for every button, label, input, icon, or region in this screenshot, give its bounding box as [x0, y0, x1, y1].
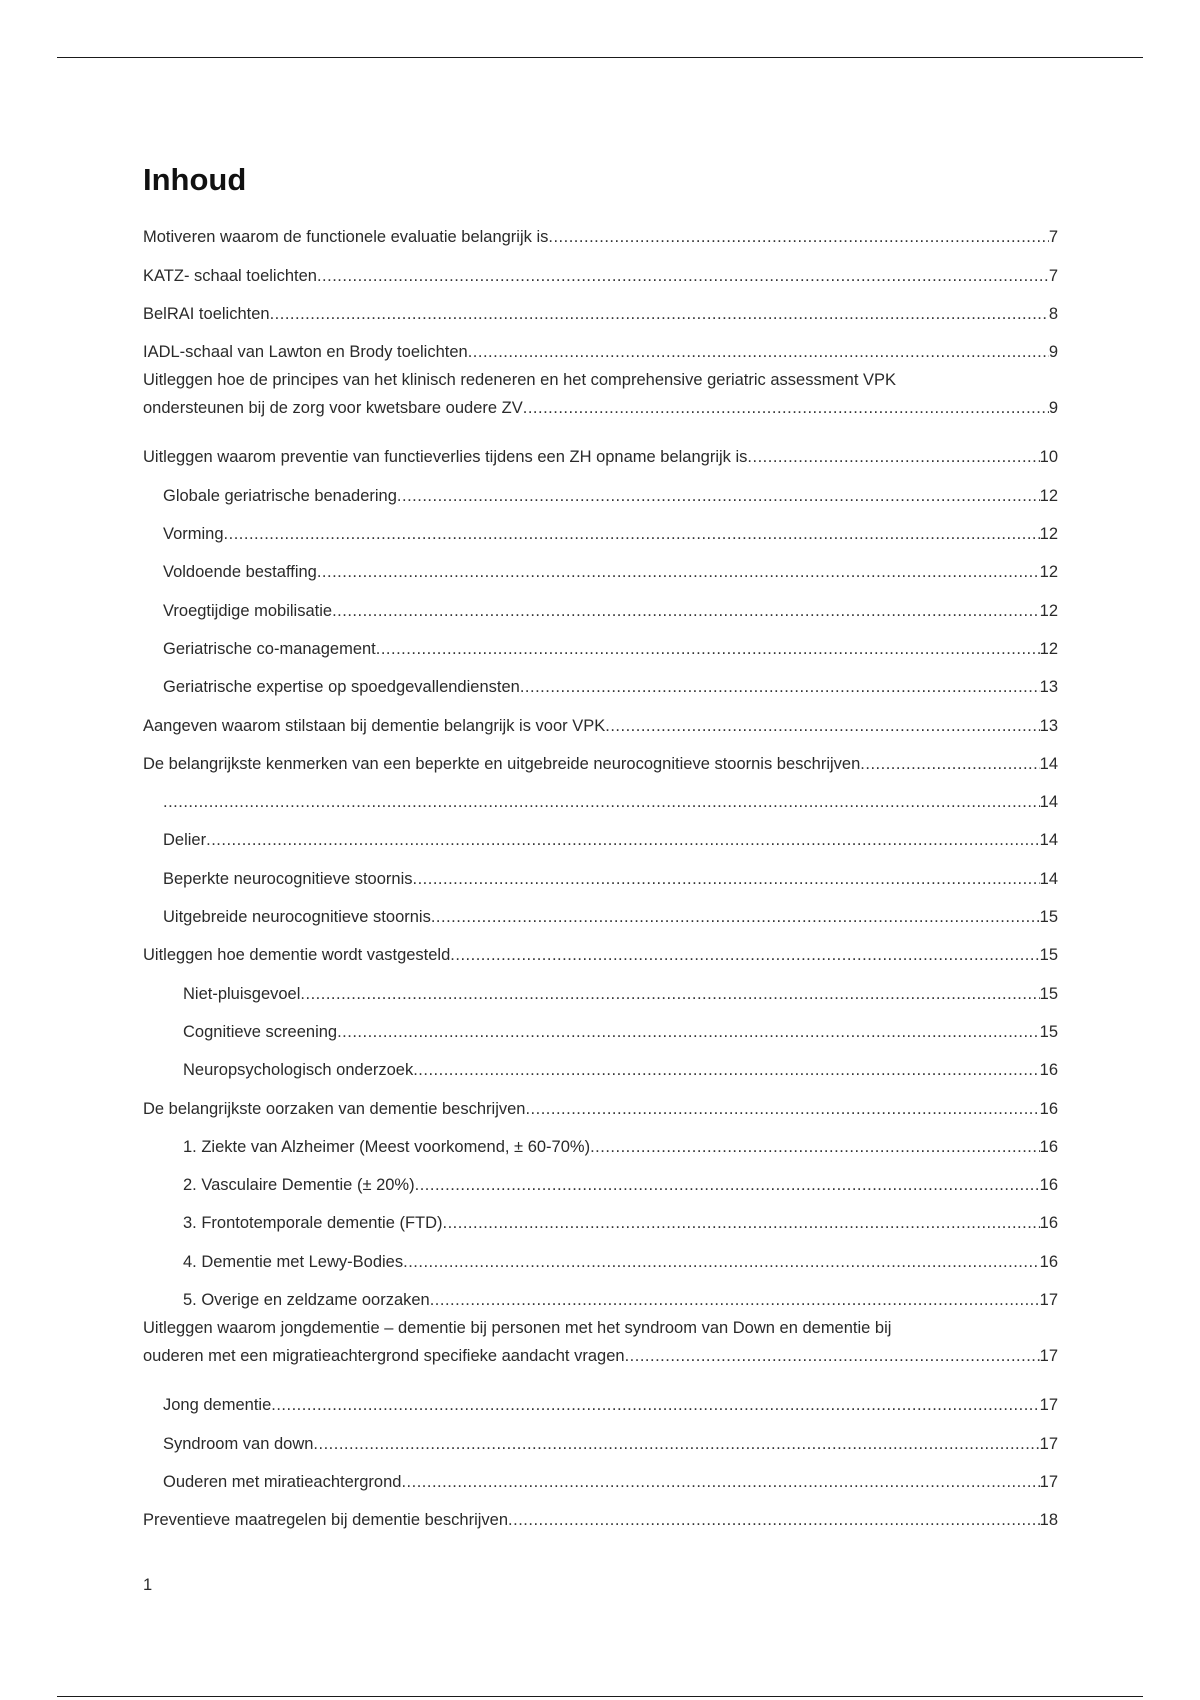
toc-entry-label: Syndroom van down — [163, 1434, 314, 1453]
toc-entry-page: 7 — [1048, 228, 1058, 247]
toc-entry[interactable] — [143, 816, 1058, 854]
toc-entry[interactable] — [143, 969, 1058, 1007]
toc-leader-dots — [860, 750, 1039, 778]
toc-entry-label: De belangrijkste oorzaken van dementie beschrijven — [143, 1099, 526, 1118]
toc-entry-page: 14 — [1039, 831, 1058, 850]
toc-entry[interactable] — [143, 701, 1058, 739]
toc-leader-dots — [376, 635, 1040, 663]
toc-entry[interactable] — [143, 548, 1058, 586]
toc-leader-dots — [337, 1018, 1040, 1046]
toc-title: Inhoud — [143, 162, 247, 197]
toc-entry-page: 15 — [1039, 984, 1058, 1003]
toc-entry-label: 2. Vasculaire Dementie (± 20%) — [183, 1176, 415, 1195]
toc-leader-dots — [431, 903, 1040, 931]
toc-entry-label: Cognitieve screening — [183, 1022, 338, 1041]
toc-entry-page: 13 — [1039, 678, 1058, 697]
toc-entry[interactable] — [143, 1123, 1058, 1161]
toc-entry[interactable] — [143, 586, 1058, 624]
toc-leader-dots — [317, 262, 1049, 290]
toc-entry-page: 17 — [1039, 1434, 1058, 1453]
toc-entry[interactable] — [143, 663, 1058, 701]
toc-entry-label: Vroegtijdige mobilisatie — [163, 601, 333, 620]
toc-entry-label-line1: Uitleggen hoe de principes van het klinisch redeneren en het comprehensive geriatric assessment VPK — [143, 371, 897, 390]
table-of-contents — [143, 160, 1058, 1534]
toc-entry-label: Jong dementie — [163, 1396, 272, 1415]
toc-leader-dots — [625, 1342, 1040, 1370]
toc-entries — [143, 213, 1058, 1534]
footer-rule — [57, 1696, 1143, 1697]
toc-leader-dots — [508, 1506, 1040, 1534]
toc-leader-dots — [313, 1430, 1039, 1458]
toc-entry-page: 17 — [1039, 1347, 1058, 1366]
toc-entry-label: Preventieve maatregelen bij dementie beschrijven — [143, 1511, 509, 1530]
toc-entry[interactable] — [143, 625, 1058, 663]
toc-entry-page: 12 — [1039, 525, 1058, 544]
toc-leader-dots — [332, 597, 1040, 625]
toc-entry-line2 — [143, 1342, 1058, 1370]
toc-entry-label: BelRAI toelichten — [143, 304, 270, 323]
toc-entry-label: Uitgebreide neurocognitieve stoornis — [163, 908, 431, 927]
toc-leader-dots — [412, 865, 1039, 893]
toc-leader-dots — [525, 1095, 1039, 1123]
toc-entry-label: Uitleggen hoe dementie wordt vastgesteld — [143, 946, 451, 965]
toc-entry-page: 16 — [1039, 1214, 1058, 1233]
toc-entry[interactable] — [143, 366, 1058, 433]
toc-entry-label: 4. Dementie met Lewy-Bodies — [183, 1252, 404, 1271]
toc-entry-page: 18 — [1039, 1511, 1058, 1530]
toc-entry-page: 8 — [1048, 304, 1058, 323]
toc-entry[interactable] — [143, 1419, 1058, 1457]
toc-leader-dots — [590, 1133, 1040, 1161]
toc-entry-page: 15 — [1039, 908, 1058, 927]
toc-entry-page: 14 — [1039, 793, 1058, 812]
toc-entry-line2 — [143, 394, 1058, 422]
toc-entry-label: Neuropsychologisch onderzoek — [183, 1061, 414, 1080]
toc-entry[interactable] — [143, 1008, 1058, 1046]
toc-leader-dots — [206, 826, 1040, 854]
toc-entry-page: 17 — [1039, 1396, 1058, 1415]
toc-entry-page: 12 — [1039, 563, 1058, 582]
toc-entry-label: Voldoende bestaffing — [163, 563, 317, 582]
toc-entry-label: Vorming — [163, 525, 224, 544]
toc-entry-page: 12 — [1039, 486, 1058, 505]
toc-entry[interactable] — [143, 1381, 1058, 1419]
toc-leader-dots — [548, 223, 1048, 251]
toc-leader-dots — [450, 941, 1039, 969]
toc-leader-dots — [300, 980, 1039, 1008]
toc-entry-label: Aangeven waarom stilstaan bij dementie belangrijk is voor VPK — [143, 716, 606, 735]
toc-entry[interactable] — [143, 893, 1058, 931]
toc-entry-label: Ouderen met miratieachtergrond — [163, 1472, 402, 1491]
toc-entry-label: Geriatrische expertise op spoedgevallendiensten — [163, 678, 520, 697]
toc-entry-page: 17 — [1039, 1472, 1058, 1491]
toc-leader-dots — [468, 338, 1049, 366]
toc-entry-label: 3. Frontotemporale dementie (FTD) — [183, 1214, 443, 1233]
toc-entry-page: 15 — [1039, 946, 1058, 965]
toc-leader-dots — [413, 1056, 1039, 1084]
toc-entry[interactable] — [143, 433, 1058, 471]
toc-leader-dots — [403, 1248, 1040, 1276]
toc-entry-label: IADL-schaal van Lawton en Brody toelichten — [143, 343, 468, 362]
toc-leader-dots — [415, 1171, 1040, 1199]
toc-entry-page: 16 — [1039, 1061, 1058, 1080]
toc-leader-dots — [401, 1468, 1039, 1496]
toc-entry-label: Geriatrische co-management — [163, 639, 376, 658]
toc-leader-dots — [523, 394, 1049, 422]
toc-entry-page: 16 — [1039, 1176, 1058, 1195]
toc-leader-dots — [443, 1209, 1040, 1237]
toc-entry[interactable] — [143, 1458, 1058, 1496]
toc-leader-dots — [270, 300, 1049, 328]
toc-entry[interactable] — [143, 1046, 1058, 1084]
toc-leader-dots — [271, 1391, 1039, 1419]
toc-entry-page: 12 — [1039, 639, 1058, 658]
toc-entry[interactable] — [143, 510, 1058, 548]
toc-entry-label: Delier — [163, 831, 207, 850]
toc-entry-page: 9 — [1048, 399, 1058, 418]
toc-entry[interactable] — [143, 1199, 1058, 1237]
toc-entry[interactable] — [143, 251, 1058, 289]
toc-entry[interactable] — [143, 471, 1058, 509]
toc-leader-dots — [430, 1286, 1040, 1314]
toc-entry-page: 14 — [1039, 869, 1058, 888]
toc-leader-dots — [224, 520, 1040, 548]
toc-entry-label: 1. Ziekte van Alzheimer (Meest voorkomend, ± 60-70%) — [183, 1137, 591, 1156]
toc-entry[interactable] — [143, 931, 1058, 969]
toc-entry-page: 17 — [1039, 1291, 1058, 1310]
header-rule — [57, 57, 1143, 58]
toc-entry-label-line2: ouderen met een migratieachtergrond specifieke aandacht vragen — [143, 1347, 625, 1366]
toc-entry-label: Uitleggen waarom preventie van functieverlies tijdens een ZH opname belangrijk is — [143, 448, 748, 467]
toc-leader-dots — [163, 788, 1040, 816]
toc-entry-label-line2: ondersteunen bij de zorg voor kwetsbare oudere ZV — [143, 399, 523, 418]
toc-entry-label: KATZ- schaal toelichten — [143, 266, 317, 285]
toc-entry[interactable] — [143, 1314, 1058, 1381]
toc-entry-label: Niet-pluisgevoel — [183, 984, 301, 1003]
toc-leader-dots — [397, 482, 1040, 510]
toc-entry[interactable] — [143, 1276, 1058, 1314]
toc-entry[interactable] — [143, 1237, 1058, 1275]
page-number: 1 — [143, 1576, 153, 1594]
toc-entry[interactable] — [143, 1161, 1058, 1199]
toc-entry-page: 7 — [1048, 266, 1058, 285]
toc-entry[interactable] — [143, 778, 1058, 816]
toc-entry-label: 5. Overige en zeldzame oorzaken — [183, 1291, 430, 1310]
toc-leader-dots — [520, 673, 1040, 701]
toc-entry[interactable] — [143, 1496, 1058, 1534]
toc-entry-page: 15 — [1039, 1022, 1058, 1041]
toc-entry[interactable] — [143, 213, 1058, 251]
toc-entry-page: 14 — [1039, 754, 1058, 773]
toc-entry[interactable] — [143, 854, 1058, 892]
toc-entry-label-line1: Uitleggen waarom jongdementie – dementie bij personen met het syndroom van Down en dementie bij — [143, 1319, 892, 1338]
toc-entry[interactable] — [143, 328, 1058, 366]
toc-entry-page: 16 — [1039, 1252, 1058, 1271]
toc-leader-dots — [605, 712, 1039, 740]
toc-entry-label: De belangrijkste kenmerken van een beperkte en uitgebreide neurocognitieve stoornis beschrijven — [143, 754, 861, 773]
toc-entry-page: 16 — [1039, 1099, 1058, 1118]
toc-leader-dots — [317, 558, 1040, 586]
toc-entry-page: 9 — [1048, 343, 1058, 362]
toc-entry-label: Globale geriatrische benadering — [163, 486, 397, 505]
toc-entry-label: Beperkte neurocognitieve stoornis — [163, 869, 413, 888]
toc-entry-label: Motiveren waarom de functionele evaluatie belangrijk is — [143, 228, 549, 247]
toc-entry-page: 12 — [1039, 601, 1058, 620]
toc-entry-page: 10 — [1039, 448, 1058, 467]
toc-entry-page: 13 — [1039, 716, 1058, 735]
toc-entry-page: 16 — [1039, 1137, 1058, 1156]
toc-entry[interactable] — [143, 1084, 1058, 1122]
toc-entry[interactable] — [143, 740, 1058, 778]
toc-leader-dots — [747, 443, 1039, 471]
toc-entry[interactable] — [143, 290, 1058, 328]
